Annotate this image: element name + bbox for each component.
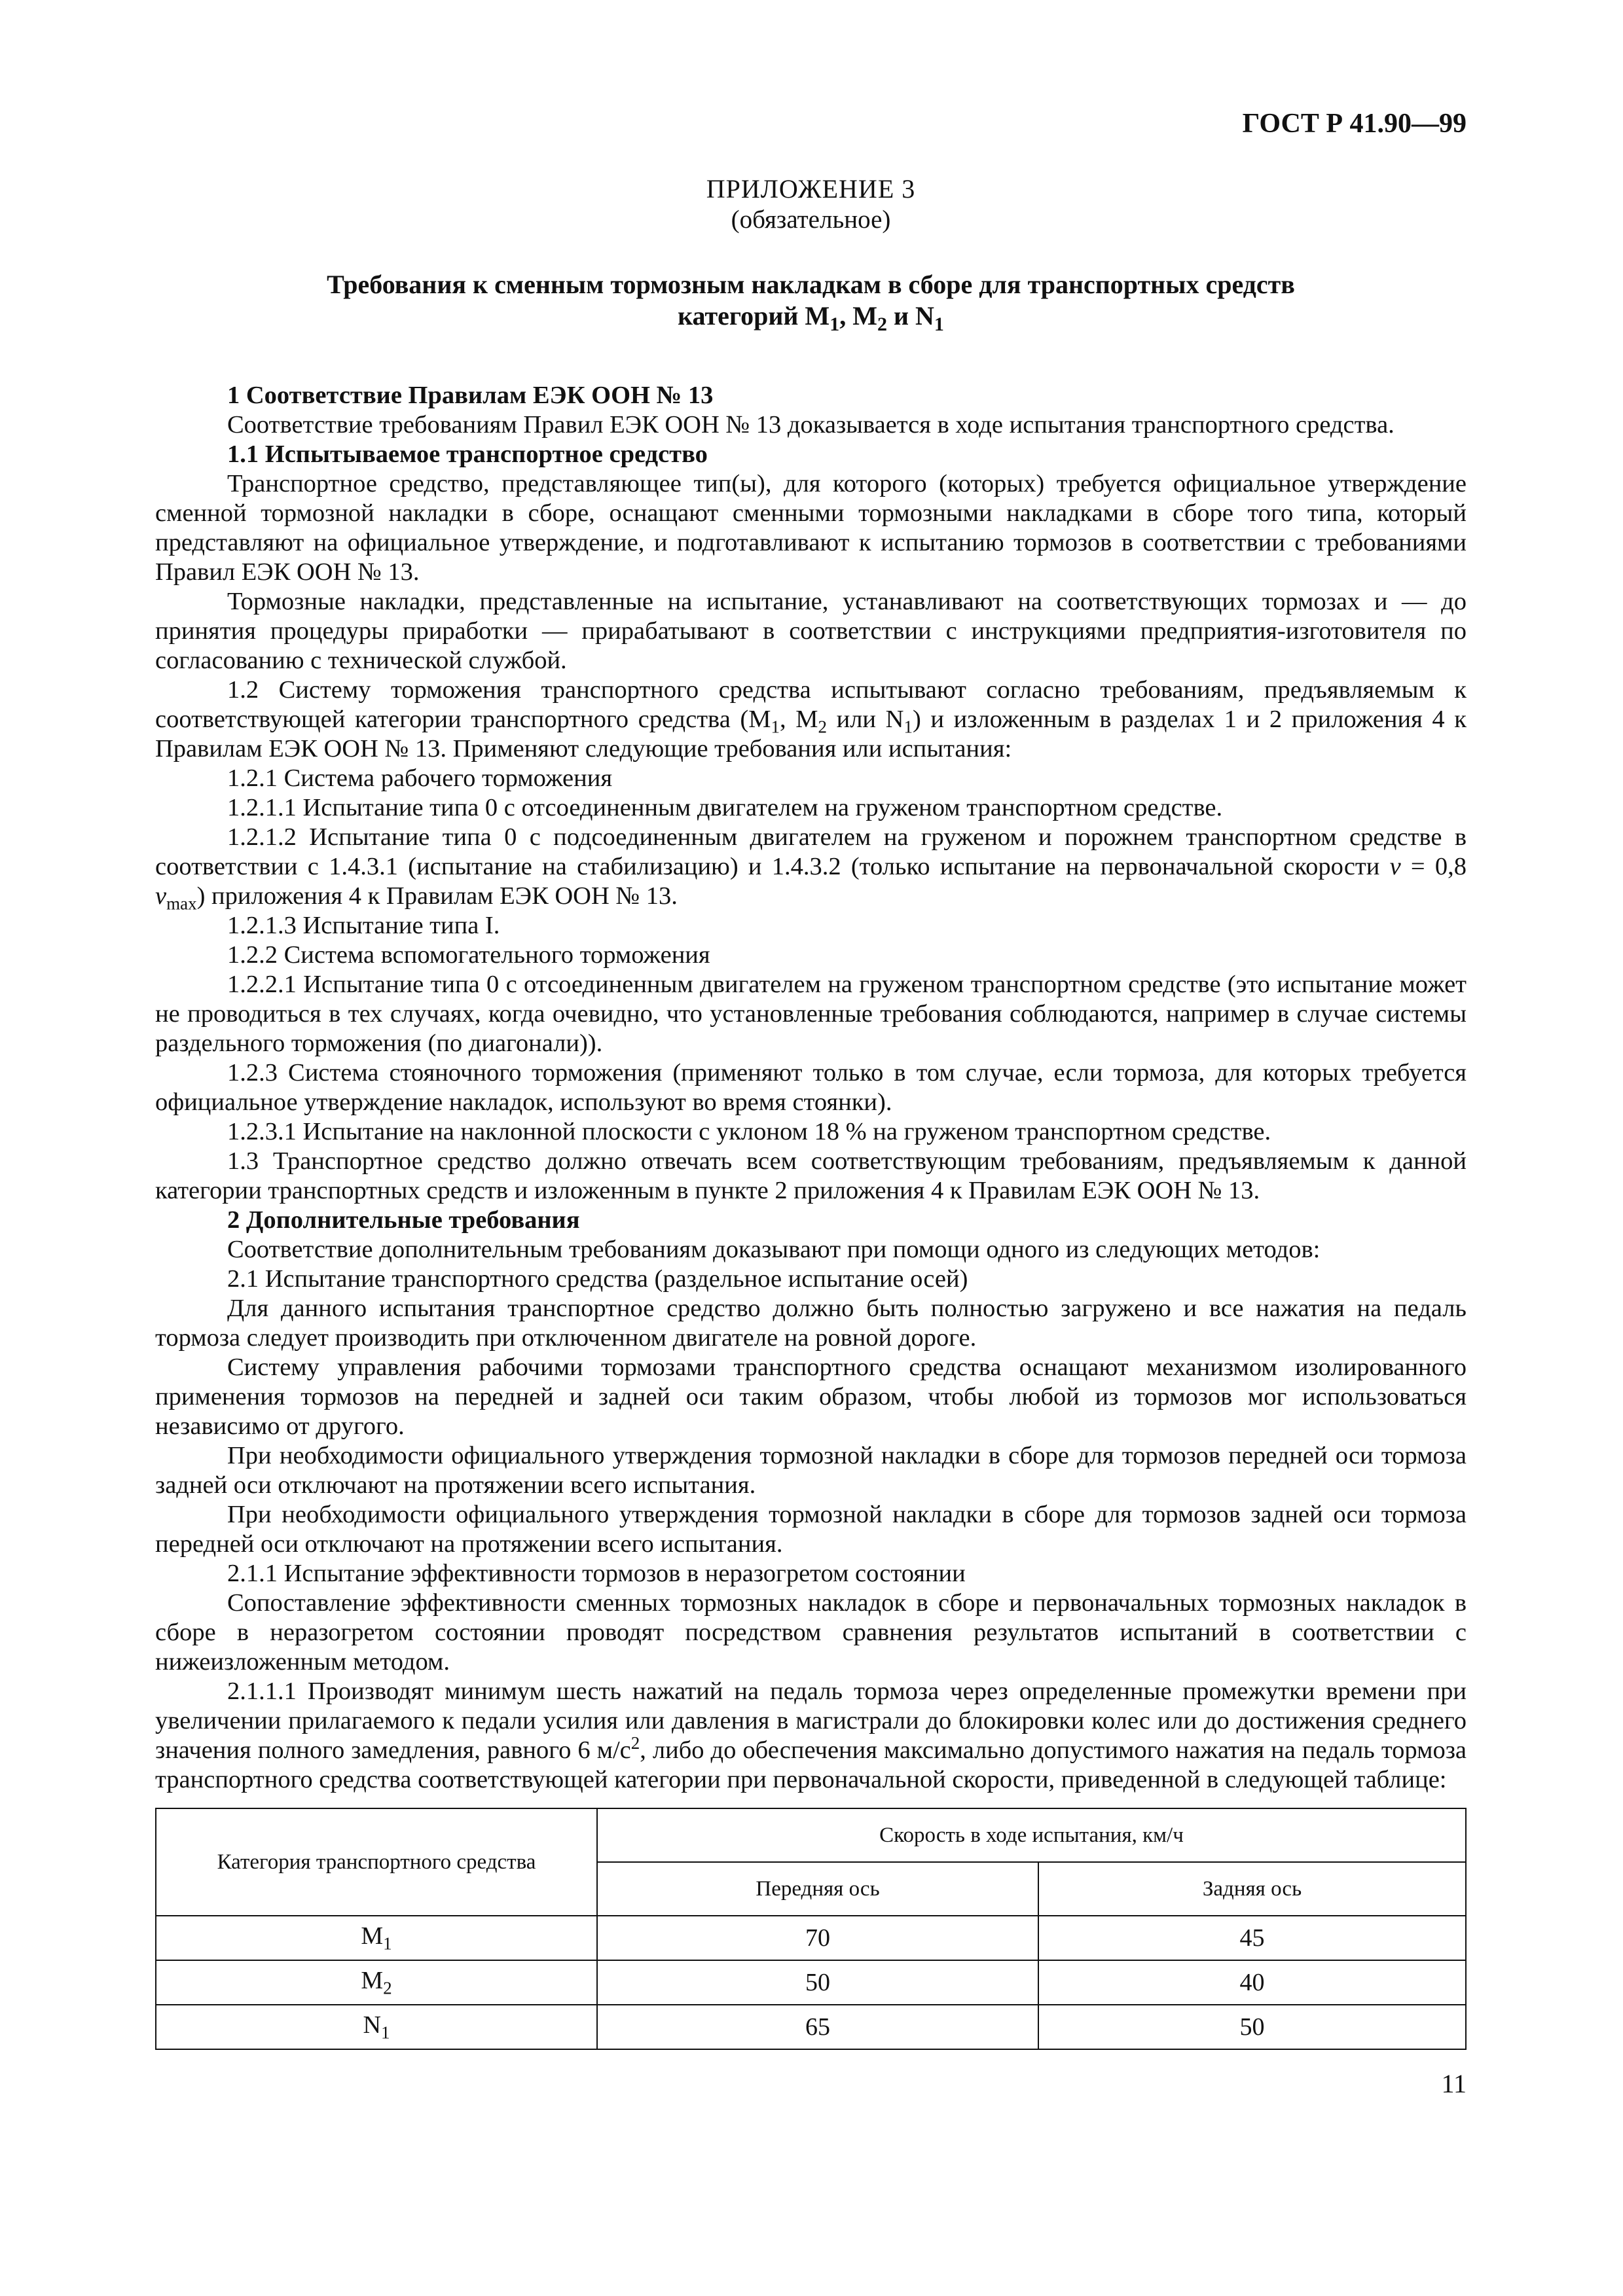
table-cell-front: 65 — [597, 2005, 1038, 2049]
paragraph: 1.2.3.1 Испытание на наклонной плоскости с уклоном 18 % на груженом транспортном средстве. — [227, 1118, 1271, 1145]
paragraph: 1.2.1.3 Испытание типа I. — [227, 912, 500, 939]
appendix-heading — [155, 269, 1467, 340]
table-header-front-axle: Передняя ось — [597, 1862, 1038, 1916]
paragraph: Соответствие требованиям Правил ЕЭК ООН № 13 доказывается в ходе испытания транспортного средства. — [227, 411, 1395, 439]
section-2-heading: 2 Дополнительные требования — [227, 1206, 580, 1234]
paragraph-1-2: 1.2 Систему торможения транспортного средства испытывают согласно требованиям, предъявляемым к соответствующей категории транспортного средства ($М_1$, $М_2$ или $N_1$) и изложенным в разделах 1 и 2 приложения 4 к Правилам ЕЭК ООН № 13. Применяют следующие требования или испытания: — [155, 676, 1467, 762]
table-cell-category: $M_1$ — [156, 1916, 597, 1960]
table-header-speed: Скорость в ходе испытания, км/ч — [597, 1808, 1466, 1862]
table-row — [156, 2005, 1466, 2049]
paragraph: 1.2.3 Система стояночного торможения (применяют только в том случае, если тормоза, для которых требуется официальное утверждение накладок, используют во время стоянки). — [155, 1059, 1467, 1116]
paragraph: При необходимости официального утверждения тормозной накладки в сборе для тормозов задней оси тормоза передней оси отключают на протяжении всего испытания. — [155, 1501, 1467, 1558]
paragraph: Транспортное средство, представляющее тип(ы), для которого (которых) требуется официальное утверждение сменной тормозной накладки в сборе, оснащают сменными тормозными накладками в сборе того типа, который представляют на официальное утверждение, и подготавливают к испытанию тормозов в соответствии с требованиями Правил ЕЭК ООН № 13. — [155, 470, 1467, 586]
paragraph: Систему управления рабочими тормозами транспортного средства оснащают механизмом изолированного применения тормозов на передней и задней оси таким образом, чтобы любой из тормозов мог использоваться независимо от другого. — [155, 1354, 1467, 1440]
paragraph: 2.1 Испытание транспортного средства (раздельное испытание осей) — [227, 1265, 968, 1293]
paragraph-1-2-1-2: 1.2.1.2 Испытание типа 0 с подсоединенным двигателем на груженом и порожнем транспортном средстве в соответствии с 1.4.3.1 (испытание на стабилизацию) и 1.4.3.2 (только испытание на первоначальной скорости v = 0,8 $v_{max}$) приложения 4 к Правилам ЕЭК ООН № 13. — [155, 823, 1467, 914]
paragraph: Соответствие дополнительным требованиям доказывают при помощи одного из следующих методов: — [227, 1236, 1321, 1263]
paragraph: Сопоставление эффективности сменных тормозных накладок в сборе и первоначальных тормозных накладок в сборе в неразогретом состоянии проводят посредством сравнения результатов испытаний в соответствии с нижеизложенным методом. — [155, 1589, 1467, 1676]
paragraph: 1.2.2.1 Испытание типа 0 с отсоединенным двигателем на груженом транспортном средстве (это испытание может не проводиться в тех случаях, когда очевидно, что установленные требования соблюдаются, например в случае системы раздельного торможения (по диагонали)). — [155, 971, 1467, 1057]
speed-table — [155, 1808, 1467, 2050]
appendix-title: ПРИЛОЖЕНИЕ 3 — [706, 174, 916, 204]
table-header-rear-axle: Задняя ось — [1038, 1862, 1466, 1916]
table-cell-rear: 40 — [1038, 1960, 1466, 2005]
table-cell-category: $M_2$ — [156, 1960, 597, 2005]
table-cell-front: 70 — [597, 1916, 1038, 1960]
paragraph: 2.1.1 Испытание эффективности тормозов в неразогретом состоянии — [227, 1560, 966, 1587]
table-row — [156, 1916, 1466, 1960]
paragraph-2-1-1-1: 2.1.1.1 Производят минимум шесть нажатий на педаль тормоза через определенные промежутки времени при увеличении прилагаемого к педали усилия или давления в магистрали до блокировки колес или до достижения среднего значения полного замедления, равного 6 $м/с^2$, либо до обеспечения максимально допустимого нажатия на педаль тормоза транспортного средства соответствующей категории при первоначальной скорости, приведенной в следующей таблице: — [155, 1677, 1467, 1793]
paragraph: Тормозные накладки, представленные на испытание, устанавливают на соответствующих тормозах и — до принятия процедуры приработки — прирабатывают в соответствии с инструкциями предприятия-изготовителя по согласованию с технической службой. — [155, 588, 1467, 674]
appendix-heading-line2: категорий $М_1$, $М_2$ и $N_1$ — [678, 301, 944, 335]
table-cell-category: $N_1$ — [156, 2005, 597, 2049]
paragraph: Для данного испытания транспортное средство должно быть полностью загружено и все нажатия на педаль тормоза следует производить при отключенном двигателе на ровной дороге. — [155, 1295, 1467, 1352]
page-number: 11 — [1441, 2069, 1467, 2098]
section-1-heading: 1 Соответствие Правилам ЕЭК ООН № 13 — [227, 382, 714, 409]
section-1-1-heading: 1.1 Испытываемое транспортное средство — [227, 440, 708, 468]
table-row — [156, 1960, 1466, 2005]
paragraph: 1.2.1.1 Испытание типа 0 с отсоединенным двигателем на груженом транспортном средстве. — [227, 794, 1223, 821]
paragraph: 1.3 Транспортное средство должно отвечать всем соответствующим требованиям, предъявляемым к данной категории транспортных средств и изложенным в пункте 2 приложения 4 к Правилам ЕЭК ООН № 13. — [155, 1147, 1467, 1204]
paragraph: 1.2.2 Система вспомогательного торможения — [227, 941, 710, 969]
appendix-heading-line1: Требования к сменным тормозным накладкам в сборе для транспортных средств — [327, 270, 1295, 299]
table-cell-front: 50 — [597, 1960, 1038, 2005]
appendix-subtitle: (обязательное) — [731, 206, 891, 234]
body-text — [155, 381, 1467, 1795]
paragraph: 1.2.1 Система рабочего торможения — [227, 764, 613, 792]
page-content — [155, 173, 1467, 2050]
table-cell-rear: 45 — [1038, 1916, 1466, 1960]
table-cell-rear: 50 — [1038, 2005, 1466, 2049]
paragraph: При необходимости официального утверждения тормозной накладки в сборе для тормозов передней оси тормоза задней оси отключают на протяжении всего испытания. — [155, 1442, 1467, 1499]
table-header-category: Категория транспортного средства — [156, 1808, 597, 1916]
document-code: ГОСТ Р 41.90—99 — [1242, 109, 1467, 139]
